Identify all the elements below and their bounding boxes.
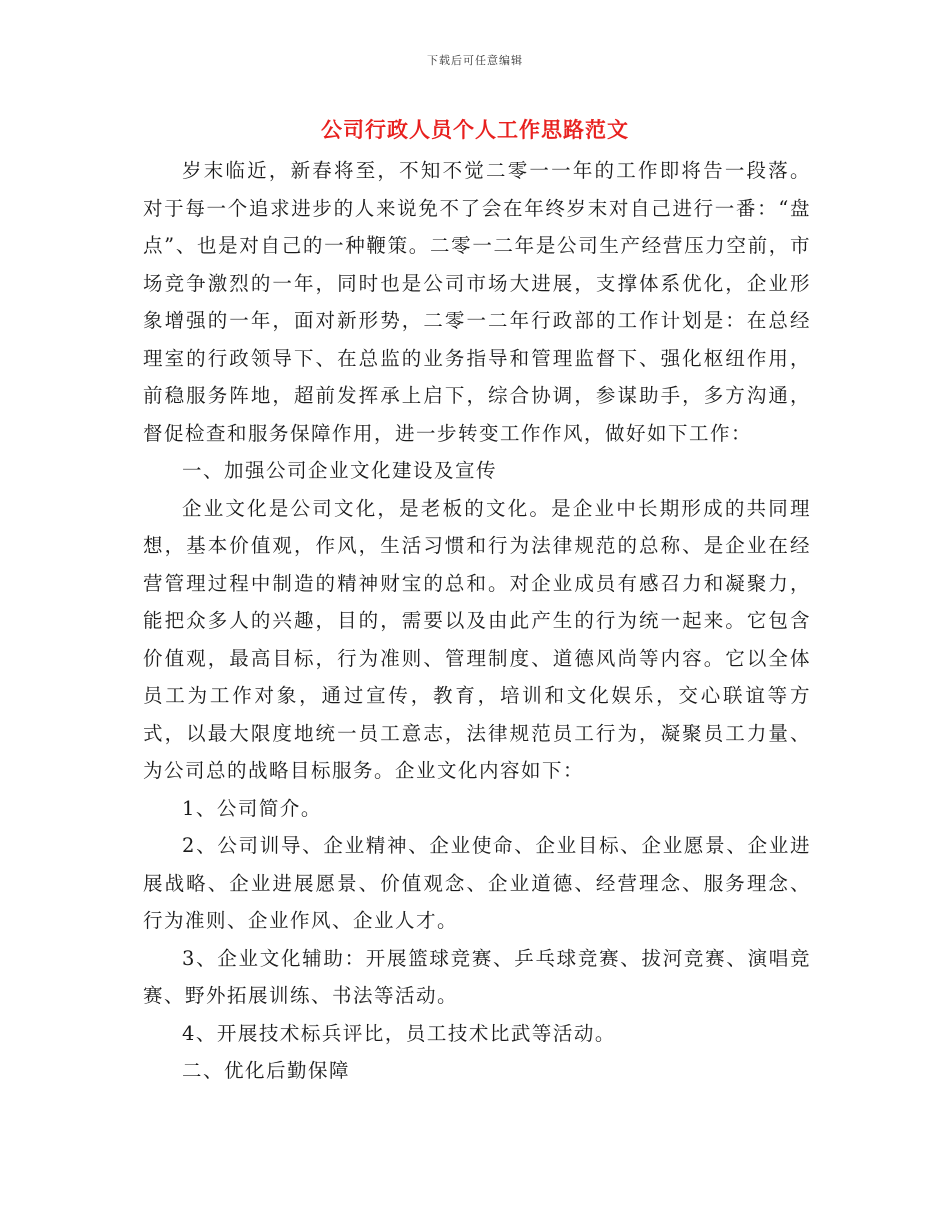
list-item-2: 2、公司训导、企业精神、企业使命、企业目标、企业愿景、企业进展战略、企业进展愿景、价值观念、企业道德、经营理念、服务理念、行为准则、企业作风、企业人才。 bbox=[143, 834, 811, 932]
document-body bbox=[143, 152, 811, 1090]
page-header-note: 下载后可任意编辑 bbox=[427, 54, 523, 67]
section-heading-2: 二、优化后勤保障 bbox=[182, 1059, 351, 1082]
section-heading-1: 一、加强公司企业文化建设及宣传 bbox=[182, 459, 498, 482]
paragraph-intro: 岁末临近，新春将至，不知不觉二零一一年的工作即将告一段落。对于每一个追求进步的人来说免不了会在年终岁末对自己进行一番：“盘点”、也是对自己的一种鞭策。二零一二年是公司生产经营压力空前，市场竞争激烈的一年，同时也是公司市场大进展，支撑体系优化，企业形象增强的一年，面对新形势，二零一二年行政部的工作计划是：在总经理室的行政领导下、在总监的业务指导和管理监督下、强化枢纽作用，前稳服务阵地，超前发挥承上启下，综合协调，参谋助手，多方沟通，督促检查和服务保障作用，进一步转变工作作风，做好如下工作： bbox=[143, 159, 811, 445]
list-item-4: 4、开展技术标兵评比，员工技术比武等活动。 bbox=[182, 1021, 616, 1045]
list-item-3: 3、企业文化辅助：开展篮球竞赛、乒乓球竞赛、拔河竞赛、演唱竞赛、野外拓展训练、书法等活动。 bbox=[143, 946, 811, 1007]
paragraph-culture: 企业文化是公司文化，是老板的文化。是企业中长期形成的共同理想，基本价值观，作风，生活习惯和行为法律规范的总称、是企业在经营管理过程中制造的精神财宝的总和。对企业成员有感召力和凝聚力，能把众多人的兴趣，目的，需要以及由此产生的行为统一起来。它包含价值观，最高目标，行为准则、管理制度、道德风尚等内容。它以全体员工为工作对象，通过宣传，教育，培训和文化娱乐，交心联谊等方式，以最大限度地统一员工意志，法律规范员工行为，凝聚员工力量、为公司总的战略目标服务。企业文化内容如下： bbox=[143, 496, 811, 782]
list-item-1: 1、公司简介。 bbox=[182, 796, 322, 820]
document-title: 公司行政人员个人工作思路范文 bbox=[321, 117, 629, 142]
